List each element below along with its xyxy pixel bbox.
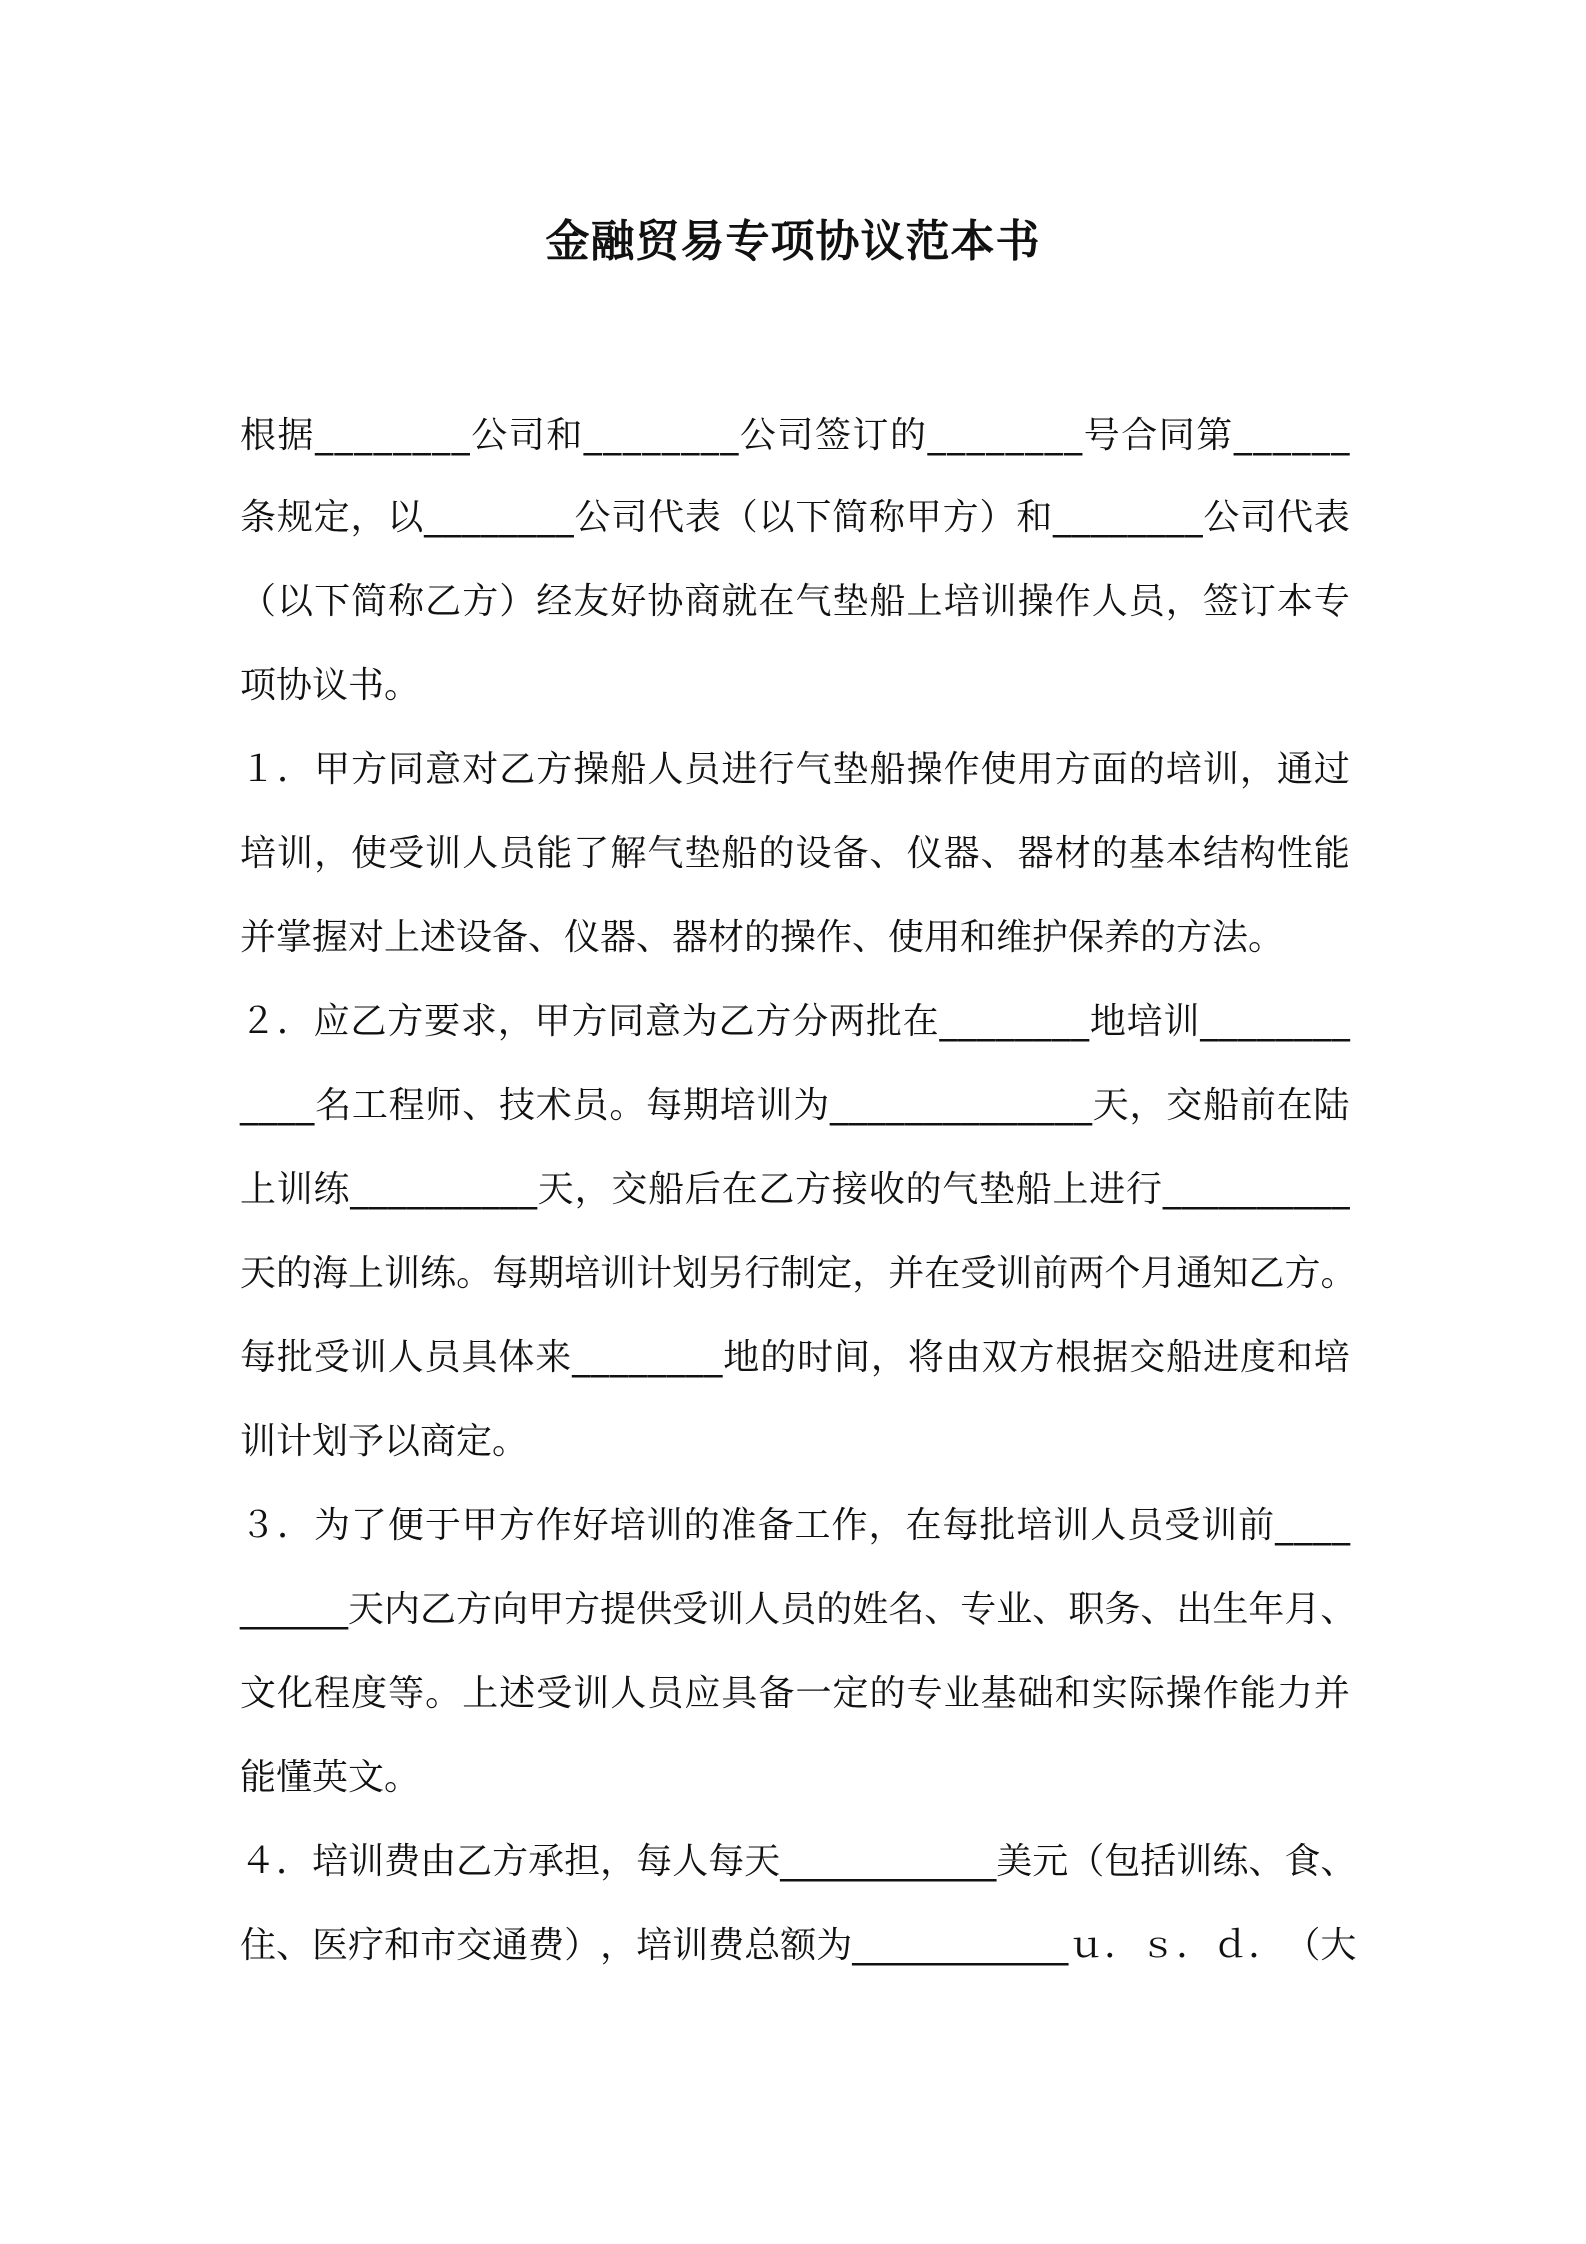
document-line: 根 据 _ _ _ _ _ _ _ _ 公 司 和 _ _ _ _ _ _ _ _ 公 司 签 订 的 _ _ _ _ _ _ _ _ 号 合 同 第 _ _ _ _ _ _ — [240, 415, 1350, 456]
document-line: 培 训 ， 使 受 训 人 员 能 了 解 气 垫 船 的 设 备 、 仪 器 、 器 材 的 基 本 结 构 性 能 — [240, 833, 1350, 874]
document-line: ４ ． 培 训 费 由 乙 方 承 担 ， 每 人 每 天 _ _ _ _ _ _ _ _ _ _ _ _ 美 元 （ 包 括 训 练 、 食 、 — [240, 1841, 1357, 1882]
document-line: 每 批 受 训 人 员 具 体 来 _ _ _ _ _ _ _ _ 地 的 时 间 ， 将 由 双 方 根 据 交 船 进 度 和 培 — [240, 1337, 1350, 1378]
document-line: _ _ _ _ 名 工 程 师 、 技 术 员 。 每 期 培 训 为 _ _ _ _ _ _ _ _ _ _ _ _ _ _ 天 ， 交 船 前 在 陆 — [240, 1085, 1350, 1126]
document-line: 训计划予以商定。 — [240, 1421, 529, 1462]
document-line: 条 规 定 ， 以 _ _ _ _ _ _ _ _ 公 司 代 表 （ 以 下 简 称 甲 方 ） 和 _ _ _ _ _ _ _ _ 公 司 代 表 — [240, 497, 1350, 538]
document-line: （ 以 下 简 称 乙 方 ） 经 友 好 协 商 就 在 气 垫 船 上 培 训 操 作 人 员 ， 签 订 本 专 — [240, 581, 1350, 622]
document-line: 上 训 练 _ _ _ _ _ _ _ _ _ _ 天 ， 交 船 后 在 乙 方 接 收 的 气 垫 船 上 进 行 _ _ _ _ _ _ _ _ _ _ — [240, 1169, 1350, 1210]
document-line: 项协议书。 — [240, 665, 421, 706]
document-line: 住 、 医 疗 和 市 交 通 费 ） ， 培 训 费 总 额 为 _ _ _ _ _ _ _ _ _ _ _ _ ｕ ． ｓ ． ｄ ． （ 大 — [240, 1925, 1357, 1966]
document-line: ２ ． 应 乙 方 要 求 ， 甲 方 同 意 为 乙 方 分 两 批 在 _ _ _ _ _ _ _ _ 地 培 训 _ _ _ _ _ _ _ _ — [240, 1001, 1350, 1042]
document-title: 金融贸易专项协议范本书 — [545, 216, 1041, 267]
document-line: １ ． 甲 方 同 意 对 乙 方 操 船 人 员 进 行 气 垫 船 操 作 使 用 方 面 的 培 训 ， 通 过 — [240, 749, 1350, 790]
document-line: _ _ _ _ _ _ 天 内 乙 方 向 甲 方 提 供 受 训 人 员 的 姓 名 、 专 业 、 职 务 、 出 生 年 月 、 — [240, 1589, 1357, 1630]
document-line: 并掌握对上述设备、仪器、器材的操作、使用和维护保养的方法。 — [240, 917, 1285, 958]
document-line: 文 化 程 度 等 。 上 述 受 训 人 员 应 具 备 一 定 的 专 业 基 础 和 实 际 操 作 能 力 并 — [240, 1673, 1350, 1714]
document-line: 能懂英文。 — [240, 1757, 421, 1798]
document-line: 天 的 海 上 训 练 。 每 期 培 训 计 划 另 行 制 定 ， 并 在 受 训 前 两 个 月 通 知 乙 方 。 — [240, 1253, 1357, 1294]
document-line: ３ ． 为 了 便 于 甲 方 作 好 培 训 的 准 备 工 作 ， 在 每 批 培 训 人 员 受 训 前 _ _ _ _ — [240, 1505, 1350, 1546]
